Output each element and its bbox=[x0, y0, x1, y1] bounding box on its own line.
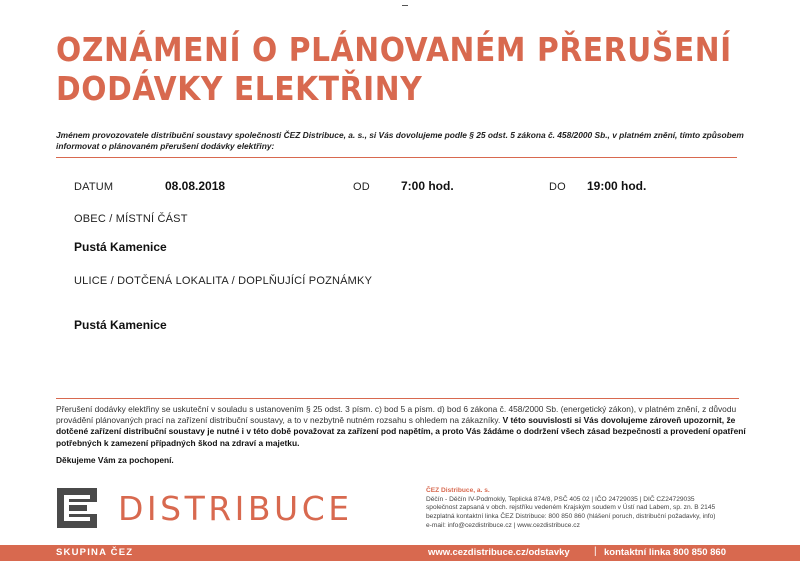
to-label: DO bbox=[549, 181, 566, 193]
legal-text-normal: Přerušení dodávky elektřiny se uskuteční v souladu s ustanovením § 25 odst. 3 písm. c) bod 5 a písm. d) bod 6 zákona č. 458/2000 Sb. (energetický zákon), v platném znění, z důvodu provádění plánovaných prací na zařízení distribuční soustavy, a to v nezbytně nutném rozsahu s ohledem na zákazníky. bbox=[56, 404, 737, 426]
divider-bottom bbox=[56, 398, 739, 399]
legal-text bbox=[56, 404, 746, 449]
date-label: DATUM bbox=[74, 181, 114, 193]
cez-logo-icon bbox=[57, 488, 97, 528]
footer-group: SKUPINA ČEZ bbox=[56, 547, 134, 558]
scan-mark bbox=[402, 5, 408, 6]
footer-separator: | bbox=[594, 546, 597, 557]
from-value: 7:00 hod. bbox=[401, 179, 454, 193]
notice-title-line-1: OZNÁMENÍ O PLÁNOVANÉM PŘERUŠENÍ bbox=[56, 30, 732, 69]
intro-text: Jménem provozovatele distribuční soustavy společnosti ČEZ Distribuce, a. s., si Vás dovolujeme podle § 25 odst. 5 zákona č. 458/2000 Sb., v platném znění, tímto způsobem informovat o plánovaném přerušení dodávky elektřiny: bbox=[56, 130, 744, 151]
date-value: 08.08.2018 bbox=[165, 179, 226, 193]
street-value: Pustá Kamenice bbox=[74, 318, 167, 332]
divider-top bbox=[56, 157, 737, 158]
company-hotline: bezplatná kontaktní linka ČEZ Distribuce: 800 850 860 (hlášení poruch, distribuční požadavky, info) bbox=[426, 513, 716, 521]
company-registry: společnost zapsaná v obch. rejstříku vedeném Krajským soudem v Ústí nad Labem, sp. zn. B 2145 bbox=[426, 504, 716, 512]
municipality-label: OBEC / MÍSTNÍ ČÁST bbox=[74, 213, 188, 225]
company-name: ČEZ Distribuce, a. s. bbox=[426, 487, 490, 494]
municipality-value: Pustá Kamenice bbox=[74, 240, 167, 254]
notice-title bbox=[56, 30, 776, 108]
footer-contact-line: kontaktní linka 800 850 860 bbox=[604, 547, 726, 558]
company-address: Děčín - Děčín IV-Podmokly, Teplická 874/8, PSČ 405 02 | IČO 24729035 | DIČ CZ24729035 bbox=[426, 495, 695, 503]
company-contact: e-mail: info@cezdistribuce.cz | www.cezdistribuce.cz bbox=[426, 521, 580, 529]
from-label: OD bbox=[353, 181, 370, 193]
street-label: ULICE / DOTČENÁ LOKALITA / DOPLŇUJÍCÍ POZNÁMKY bbox=[74, 275, 373, 287]
footer-web-link[interactable]: www.cezdistribuce.cz/odstavky bbox=[428, 547, 570, 558]
legal-text-bold: V této souvislosti si Vás dovolujeme zároveň upozornit, že dotčené zařízení distribuční soustavy je nutné i v této době považovat za zařízení pod napětím, a proto Vás žádáme o dodržení všech zásad bezpečnosti a provedení opatření potřebných k zamezení případných škod na zdraví a majetku. bbox=[56, 415, 746, 448]
thanks-text: Děkujeme Vám za pochopení. bbox=[56, 455, 174, 465]
brand-wordmark: DISTRIBUCE bbox=[118, 489, 353, 528]
company-info bbox=[426, 487, 756, 531]
notice-title-line-2: DODÁVKY ELEKTŘINY bbox=[56, 69, 423, 108]
to-value: 19:00 hod. bbox=[587, 179, 647, 193]
